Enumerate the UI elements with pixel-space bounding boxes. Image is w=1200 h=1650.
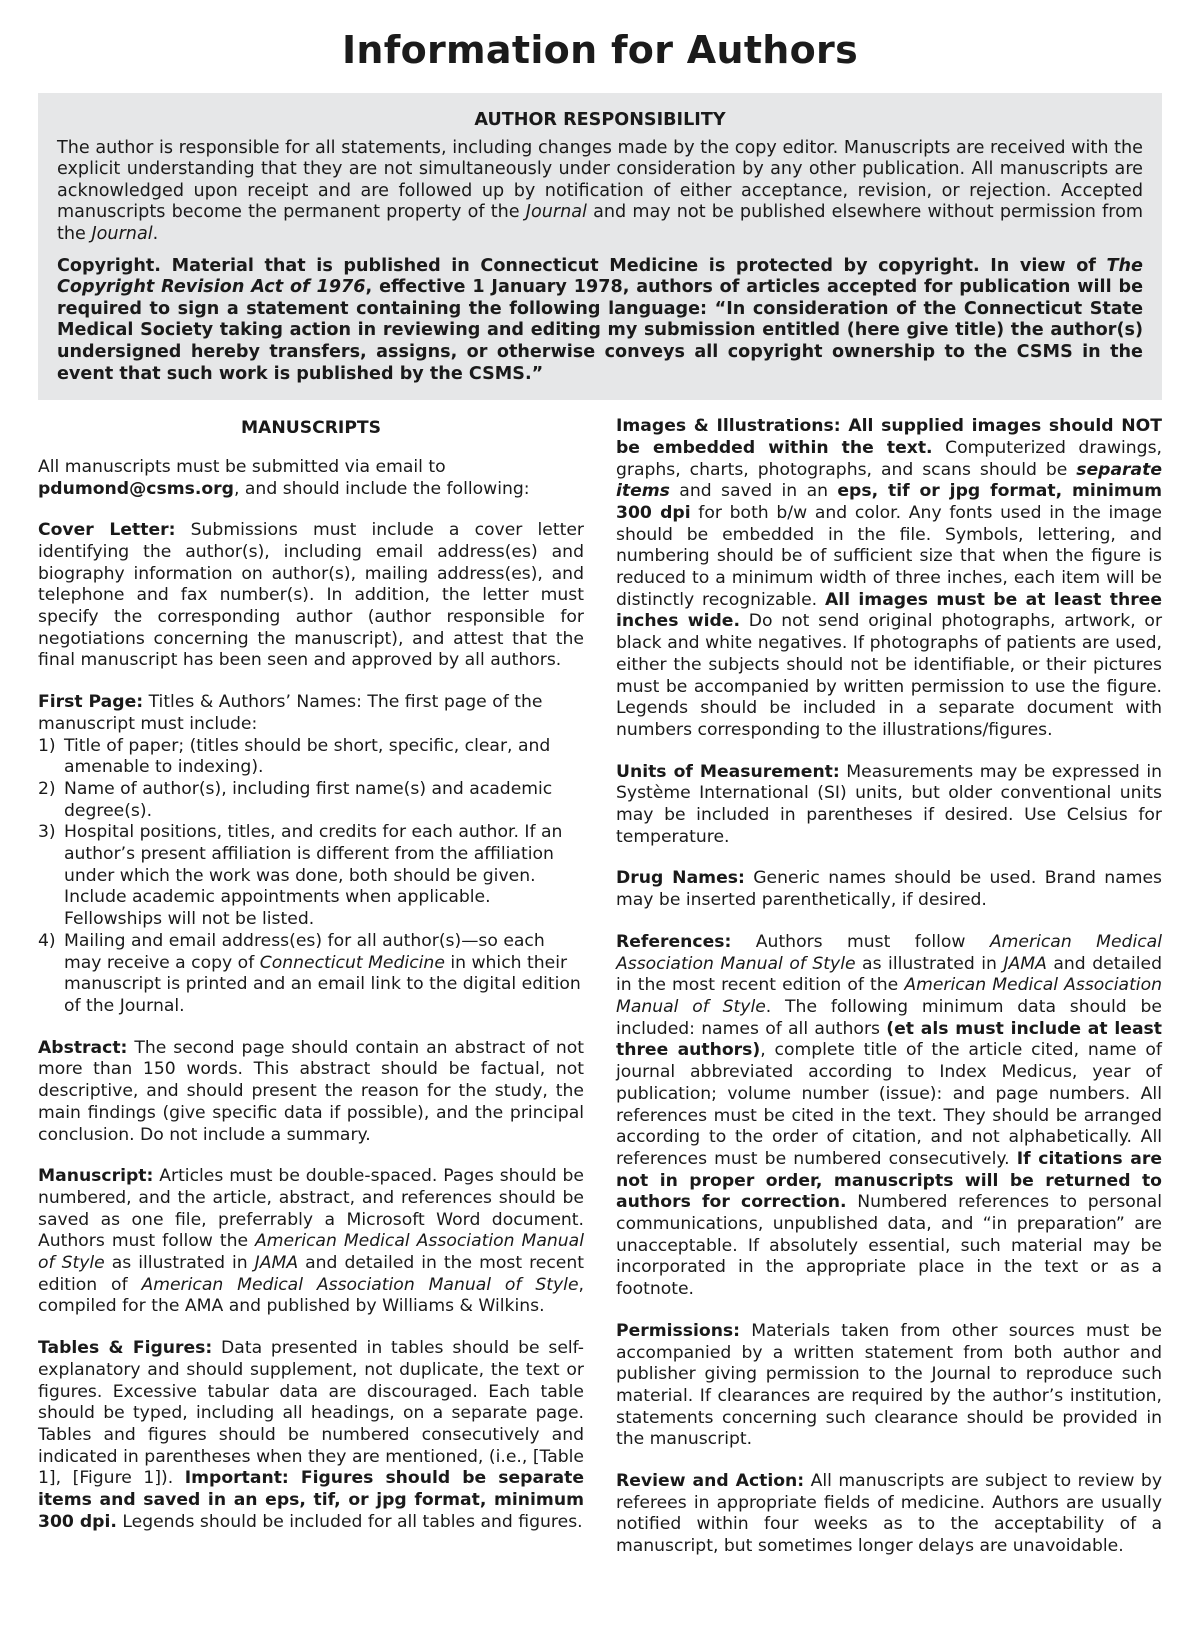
manuscripts-heading: MANUSCRIPTS [240, 418, 382, 439]
author-responsibility-box [38, 93, 1162, 400]
submission-email[interactable]: pdumond@csms.org [38, 478, 234, 499]
author-responsibility-text: The author is responsible for all statements, including changes made by the copy editor. Manuscripts are received with the explicit understanding that they are not simultaneously under consideration by any other publication. All manuscripts are acknowledged upon receipt and are followed up by notification of either acceptance, revision, or rejection. Accepted manuscripts become the permanent property of the Journal and may not be published elsewhere without permission from the Journal. [57, 137, 1143, 244]
author-responsibility-heading: AUTHOR RESPONSIBILITY [474, 110, 726, 130]
right-column [616, 416, 1162, 1578]
tables-figures-section: Tables & Figures: Data presented in tables should be self-explanatory and should supplement, not duplicate, the text or figures. Excessive tabular data are discouraged. Each table should be typed, including all headings, on a separate page. Tables and figures should be numbered consecutively and indicated in parentheses when they are mentioned, (i.e., [Table 1], [Figure 1]). Important: Figures should be separate items and saved in an eps, tif, or jpg format, minimum 300 dpi. Legends should be included for all tables and figures. [38, 1338, 584, 1532]
images-section: Images & Illustrations: All supplied images should NOT be embedded within the text. Computerized drawings, graphs, charts, photographs, and scans should be separate items and saved in an eps, tif or jpg format, minimum 300 dpi for both b/w and color. Any fonts used in the image should be embedded in the file. Symbols, lettering, and numbering should be of sufficient size that when the figure is reduced to a minimum width of three inches, each item will be distinctly recognizable. All images must be at least three inches wide. Do not send original photographs, artwork, or black and white negatives. If photographs of patients are used, either the subjects should not be identifiable, or their pictures must be accompanied by written permission to use the figure. Legends should be included in a separate document with numbers corresponding to the illustrations/figures. [616, 416, 1163, 740]
left-column [38, 416, 584, 1578]
page-title: Information for Authors [341, 28, 859, 72]
cover-letter-section: Cover Letter: Submissions must include a cover letter identifying the author(s), including email address(es) and biography information on author(s), mailing address(es), and telephone and fax number(s). In addition, the letter must specify the corresponding author (author responsible for negotiations concerning the manuscript), and attest that the final manuscript has been seen and approved by all authors. [38, 520, 584, 671]
manuscript-section: Manuscript: Articles must be double-spaced. Pages should be numbered, and the article, abstract, and references should be saved as one file, preferrably a Microsoft Word document. Authors must follow the American Medical Association Manual of Style as illustrated in JAMA and detailed in the most recent edition of American Medical Association Manual of Style, compiled for the AMA and published by Williams & Wilkins. [38, 1166, 585, 1317]
first-page-list [38, 736, 584, 1018]
review-section: Review and Action: All manuscripts are subject to review by referees in appropriate fields of medicine. Authors are usually notified within four weeks as to the acceptability of a manuscript, but sometimes longer delays are unavoidable. [616, 1471, 1162, 1557]
list-item: 3) Hospital positions, titles, and credits for each author. If an author’s present affiliation is different from the affiliation under which the work was done, both should be given. Include academic appointments when applicable. Fellowships will not be listed. [38, 822, 563, 930]
first-page-section: First Page: Titles & Authors’ Names: The first page of the manuscript must include: [38, 692, 543, 734]
list-item: 1) Title of paper; (titles should be short, specific, clear, and amenable to indexing). [38, 735, 551, 778]
copyright-statement: Copyright. Material that is published in Connecticut Medicine is protected by copyright. In view of The Copyright Revision Act of 1976, effective 1 January 1978, authors of articles accepted for publication will be required to sign a statement containing the following language: “In consideration of the Connecticut State Medical Society taking action in reviewing and editing my submission entitled (here give title) the author(s) undersigned hereby transfers, assigns, or otherwise conveys all copyright ownership to the CSMS in the event that such work is published by the CSMS.” [57, 255, 1143, 384]
drug-names-section: Drug Names: Generic names should be used. Brand names may be inserted parenthetically, if desired. [616, 868, 1162, 911]
two-column-body [38, 416, 1162, 1578]
list-item: 4) Mailing and email address(es) for all author(s)—so each may receive a copy of Connecticut Medicine in which their manuscript is printed and an email link to the digital edition of the Journal. [38, 930, 581, 1016]
submission-intro: All manuscripts must be submitted via email to pdumond@csms.org, and should include the following: [38, 456, 530, 499]
references-section: References: Authors must follow American Medical Association Manual of Style as illustrated in JAMA and detailed in the most recent edition of the American Medical Association Manual of Style. The following minimum data should be included: names of all authors (et als must include at least three authors), complete title of the article cited, name of journal abbreviated according to Index Medicus, year of publication; volume number (issue): and page numbers. All references must be cited in the text. They should be arranged according to the order of citation, and not alphabetically. All references must be numbered consecutively. If citations are not in proper order, manuscripts will be returned to authors for correction. Numbered references to personal communications, unpublished data, and “in preparation” are unacceptable. If absolutely essential, such material may be incorporated in the appropriate place in the text or as a footnote. [616, 931, 1162, 1300]
units-section: Units of Measurement: Measurements may be expressed in Système International (SI) units, but older conventional units may be included in parentheses if desired. Use Celsius for temperature. [616, 761, 1162, 847]
abstract-section: Abstract: The second page should contain an abstract of not more than 150 words. This abstract should be factual, not descriptive, and should present the reason for the study, the main findings (give specific data if possible), and the principal conclusion. Do not include a summary. [38, 1037, 584, 1145]
list-item: 2) Name of author(s), including first name(s) and academic degree(s). [38, 778, 553, 821]
permissions-section: Permissions: Materials taken from other sources must be accompanied by a written statement from both author and publisher giving permission to the Journal to reproduce such material. If clearances are required by the author’s institution, statements concerning such clearance should be provided in the manuscript. [616, 1320, 1162, 1450]
